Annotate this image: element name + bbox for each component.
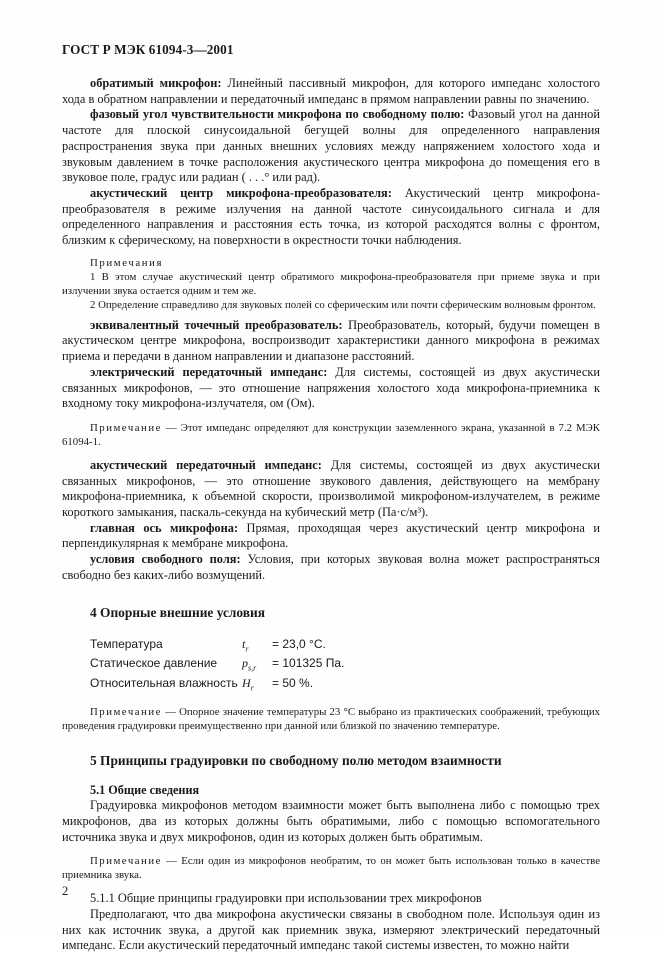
note-label: Примечание (90, 706, 162, 719)
term: условия свободного поля: (90, 552, 241, 567)
note-item: 1 В этом случае акустический центр обратимого микрофона-преобразователя при приеме звука и при излучении звука остается одним и тем же. (62, 270, 600, 297)
notes-heading: Примечания (90, 256, 164, 269)
subsection-title-5-1-1: 5.1.1 Общие принципы градуировки при использовании трех микрофонов (90, 891, 482, 906)
term: главная ось микрофона: (90, 520, 239, 535)
definition-acoustic-transfer-impedance (62, 458, 600, 521)
param-symbol: $H_r$ (242, 676, 254, 693)
reference-conditions-table (90, 637, 344, 697)
body-paragraph: Градуировка микрофонов методом взаимности может быть выполнена либо с помощью трех микрофонов, два из которых должны быть обратимыми, либо с помощью вспомогательного источника звука и двух микрофонов, один из которых должен быть обратимым. (62, 798, 600, 844)
term: эквивалентный точечный преобразователь: (90, 317, 343, 332)
table-row (90, 637, 344, 657)
definition-text: Прямая, проходящая через акустический центр микрофона и перпендикулярная к мембране микрофона. (62, 520, 600, 551)
definition-phase-angle (62, 107, 600, 186)
term: электрический передаточный импеданс: (90, 364, 328, 379)
param-label: Относительная влажность (90, 676, 238, 691)
definition-text: Условия, при которых звуковая волна может распространяться свободно без каких-либо возмущений. (62, 552, 600, 582)
note-text: — Опорное значение температуры 23 °С выбрано из практических соображений, требующих проведения градуировки преимущественно при данной или близкой по значению температуре. (62, 706, 600, 733)
body-paragraph: Предполагают, что два микрофона акустически связаны в свободном поле. Используя один из них как источник звука, а другой как приемник звука, измеряют электрический передаточный импеданс. Если акустический передаточный импеданс такой системы известен, то можно найти (62, 907, 600, 953)
definition-text: Для системы, состоящей из двух акустически связанных микрофонов, — это отношение напряжения холостого хода микрофона-приемника к входному току микрофона-излучателя, ом (Ом). (62, 364, 600, 411)
definition-equivalent-point-transducer (62, 318, 600, 365)
section-title-4: 4 Опорные внешние условия (90, 604, 265, 620)
param-symbol: $t_r$ (242, 636, 249, 653)
definition-text: Преобразователь, который, будучи помещен в акустическом центре микрофона, воспроизводит характеристики данного микрофона в режимах приема и передачи в данном направлении и диапазоне расстояний. (62, 317, 600, 364)
param-value: = 50 %. (272, 676, 314, 691)
definition-reversible-microphone (62, 76, 600, 107)
param-label: Температура (90, 636, 163, 651)
note-label: Примечание (90, 421, 162, 434)
param-label: Статическое давление (90, 656, 218, 671)
note (62, 854, 600, 882)
definition-principal-axis (62, 521, 600, 552)
table-row (90, 656, 344, 676)
param-value: = 101325 Па. (272, 656, 345, 671)
page-number: 2 (62, 884, 69, 898)
definition-text: Акустический центр микрофона-преобразователя в режиме излучения на данной частоте синусоидального сигнала и для определенного направления и расстояния есть точка, из которой расходятся волны с фронтом, близким к сферическому, на поверхности в окрестности точки наблюдения. (62, 185, 600, 248)
term: акустический передаточный импеданс: (90, 457, 322, 472)
note-label: Примечание (90, 855, 162, 868)
section-title-5: 5 Принципы градуировки по свободному полю методом взаимности (90, 753, 502, 769)
note (62, 421, 600, 449)
page-content (62, 76, 600, 954)
table-row (90, 676, 344, 696)
note (62, 705, 600, 733)
definition-electrical-transfer-impedance (62, 365, 600, 412)
subsection-title-5-1: 5.1 Общие сведения (90, 783, 200, 798)
definition-free-field-conditions (62, 552, 600, 583)
standard-header: ГОСТ Р МЭК 61094-3—2001 (62, 42, 234, 57)
param-symbol: $p_{s,r}$ (242, 656, 257, 673)
definition-text: Линейный пассивный микрофон, для которого импеданс холостого хода в обратном направлении и передаточный импеданс в прямом направлении равны по значению. (62, 76, 600, 106)
param-value: = 23,0 °C. (272, 636, 326, 651)
definition-text: Для системы, состоящей из двух акустически связанных микрофонов, — это отношение звукового давления, действующего на мембрану микрофона-приемника, к объемной скорости, произволимой микрофоном-излучателем, в режиме короткого замыкания, паскаль-секунда на кубический метр (Па·с/м³). (62, 457, 600, 520)
definition-text: Фазовый угол на данной частоте для плоской синусоидальной бегущей волны для определенного направления распространения звука при данных внешних условиях между напряжением холостого хода и звуковым давлением в точке расположения акустического центра микрофона до помещения его в звуковое поле, градус или радиан ( . . .° или рад). (62, 107, 600, 185)
term: акустический центр микрофона-преобразователя: (90, 185, 392, 200)
term: обратимый микрофон: (90, 76, 222, 90)
term: фазовый угол чувствительности микрофона по свободному полю: (90, 107, 465, 122)
note-item: 2 Определение справедливо для звуковых полей со сферическим или почти сферическим волновым фронтом. (90, 298, 596, 311)
note-text: — Этот импеданс определяют для конструкции заземленного экрана, указанной в 7.2 МЭК 61094-1. (62, 421, 600, 448)
definition-acoustic-center (62, 186, 600, 249)
note-text: — Если один из микрофонов необратим, то он может быть использован только в качестве приемника звука. (62, 855, 600, 882)
